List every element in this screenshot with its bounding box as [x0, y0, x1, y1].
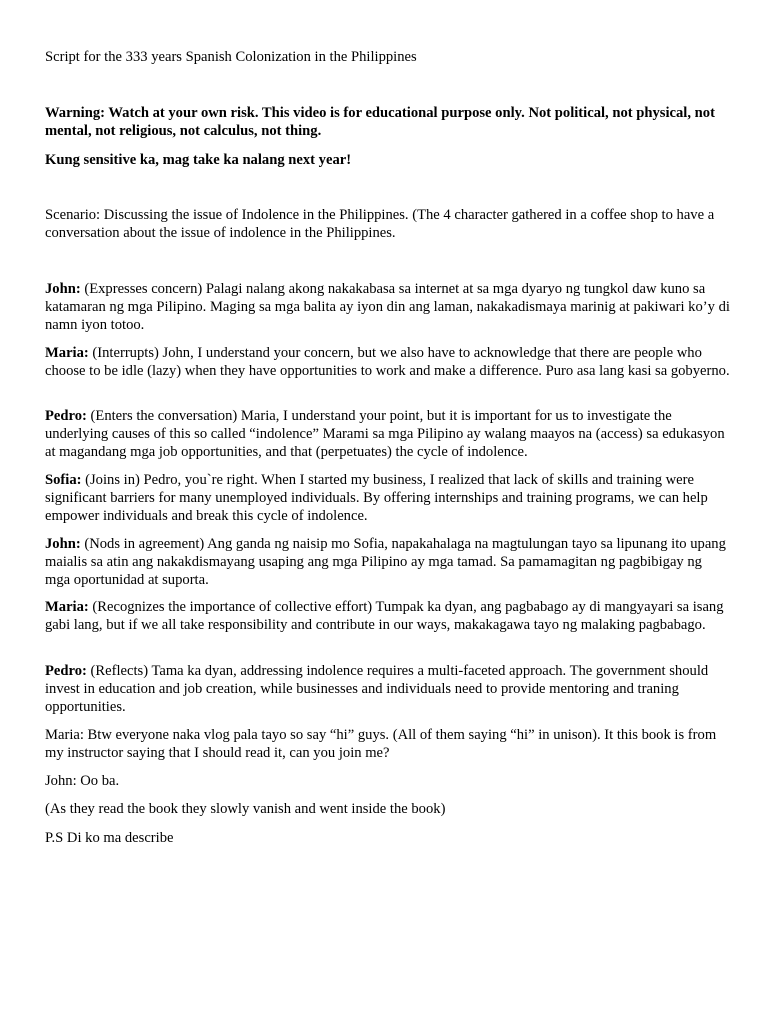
scenario-paragraph: Scenario: Discussing the issue of Indolence in the Philippines. (The 4 character gathered in a coffee shop to have a conversation about the issue of indolence in the Philippines. [45, 207, 715, 241]
dialogue-text: (Expresses concern) Palagi nalang akong nakakabasa sa internet at sa mga dyaryo ng tungkol daw kuno sa katamaran ng mga Pilipino. Maging sa mga balita ay iyon din ang laman, nakakadismaya marinig at pakiwari ko’y di namn iyon totoo. [45, 281, 730, 333]
closing-line: Maria: Btw everyone naka vlog pala tayo so say “hi” guys. (All of them saying “hi” in unison). It this book is from my instructor saying that I should read it, can you join me? [45, 727, 717, 761]
dialogue-text: (Recognizes the importance of collective effort) Tumpak ka dyan, ang pagbabago ay di mangyayari sa isang gabi lang, but if we all take responsibility and contribute in our ways, makakagawa tayo ng malaking pagbabago. [45, 599, 724, 633]
closing-line: John: Oo ba. [45, 773, 120, 789]
dialogue-line [45, 662, 730, 716]
dialogue-line [45, 598, 730, 634]
warning-tagalog-text: Kung sensitive ka, mag take ka nalang next year! [45, 152, 352, 168]
dialogue-text: (Nods in agreement) Ang ganda ng naisip mo Sofia, napakahalaga na magtulungan tayo sa lipunang ito upang maialis sa atin ang nakakdismayang usaping ang mga Pilipino ay mga tamad. Sa pamamagitan ng pagbibigay ng mga oportunidad at suporta. [45, 536, 726, 588]
closing-line: (As they read the book they slowly vanish and went inside the book) [45, 801, 446, 817]
dialogue-line [45, 471, 730, 525]
dialogue-line [45, 344, 730, 380]
dialogue-text: (Interrupts) John, I understand your concern, but we also have to acknowledge that there are people who choose to be idle (lazy) when they have opportunities to work and make a difference. Puro asa lang kasi sa gobyerno. [45, 345, 730, 379]
speaker-name: Maria: [45, 599, 89, 615]
warning-text: Warning: Watch at your own risk. This video is for educational purpose only. Not political, not physical, not mental, not religious, not calculus, not thing. [45, 105, 715, 139]
speaker-name: John: [45, 536, 81, 552]
speaker-name: John: [45, 281, 81, 297]
speaker-name: Pedro: [45, 663, 87, 679]
dialogue-line [45, 535, 730, 589]
dialogue-line [45, 280, 730, 334]
speaker-name: Maria: [45, 345, 89, 361]
dialogue-text: (Enters the conversation) Maria, I understand your point, but it is important for us to investigate the underlying causes of this so called “indolence” Marami sa mga Pilipino ay walang maayos na (access) sa edukasyon at magandang mga job opportunities, and that (perpetuates) the cycle of indolence. [45, 408, 725, 460]
dialogue-text: (Joins in) Pedro, you`re right. When I started my business, I realized that lack of skills and training were significant barriers for many unemployed individuals. By offering internships and training programs, we can help empower individuals and break this cycle of indolence. [45, 472, 708, 524]
speaker-name: Pedro: [45, 408, 87, 424]
speaker-name: Sofia: [45, 472, 82, 488]
document-title: Script for the 333 years Spanish Colonization in the Philippines [45, 49, 417, 65]
dialogue-text: (Reflects) Tama ka dyan, addressing indolence requires a multi-faceted approach. The government should invest in education and job creation, while businesses and individuals need to provide mentoring and traning opportunities. [45, 663, 709, 715]
dialogue-line [45, 407, 730, 461]
closing-line: P.S Di ko ma describe [45, 830, 174, 846]
